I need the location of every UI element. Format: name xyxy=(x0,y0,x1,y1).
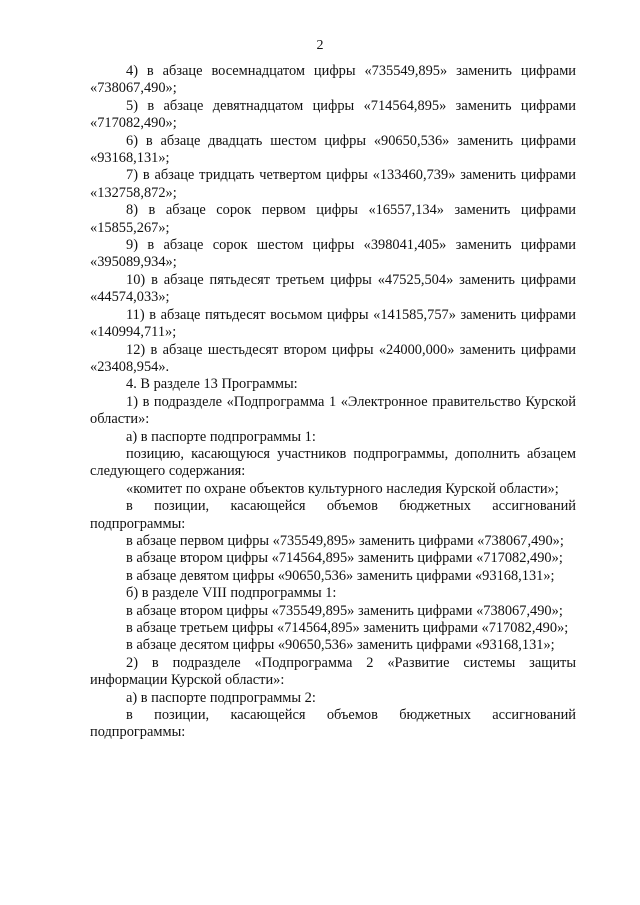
paragraph: а) в паспорте подпрограммы 1: xyxy=(126,428,316,445)
paragraph: 1) в подразделе «Подпрограмма 1 «Электронное правительство Курской области»: xyxy=(90,393,576,428)
paragraph: в абзаце десятом цифры «90650,536» заменить цифрами «93168,131»; xyxy=(126,637,555,654)
paragraph: в абзаце девятом цифры «90650,536» заменить цифрами «93168,131»; xyxy=(126,567,555,584)
paragraph: 4) в абзаце восемнадцатом цифры «735549,895» заменить цифрами «738067,490»; xyxy=(90,63,576,97)
section-heading: 4. В разделе 13 Программы: xyxy=(126,376,298,393)
document-body xyxy=(90,63,576,742)
paragraph: в абзаце втором цифры «714564,895» заменить цифрами «717082,490»; xyxy=(126,550,563,567)
paragraph: «комитет по охране объектов культурного наследия Курской области»; xyxy=(126,480,559,497)
paragraph: в абзаце третьем цифры «714564,895» заменить цифрами «717082,490»; xyxy=(126,620,569,636)
paragraph: 8) в абзаце сорок первом цифры «16557,134» заменить цифрами «15855,267»; xyxy=(90,202,576,236)
paragraph: 7) в абзаце тридцать четвертом цифры «133460,739» заменить цифрами «132758,872»; xyxy=(90,167,576,201)
paragraph: в позиции, касающейся объемов бюджетных ассигнований подпрограммы: xyxy=(90,707,576,741)
paragraph: в абзаце первом цифры «735549,895» заменить цифрами «738067,490»; xyxy=(126,532,564,549)
paragraph: 6) в абзаце двадцать шестом цифры «90650,536» заменить цифрами «93168,131»; xyxy=(90,132,576,167)
paragraph: 5) в абзаце девятнадцатом цифры «714564,895» заменить цифрами «717082,490»; xyxy=(90,97,576,132)
paragraph: а) в паспорте подпрограммы 2: xyxy=(126,689,316,706)
paragraph: 11) в абзаце пятьдесят восьмом цифры «141585,757» заменить цифрами «140994,711»; xyxy=(90,306,576,341)
page-number: 2 xyxy=(316,38,324,53)
paragraph: 12) в абзаце шестьдесят втором цифры «24000,000» заменить цифрами «23408,954». xyxy=(90,341,576,375)
paragraph: позицию, касающуюся участников подпрограммы, дополнить абзацем следующего содержания: xyxy=(90,445,576,480)
paragraph: 10) в абзаце пятьдесят третьем цифры «47525,504» заменить цифрами «44574,033»; xyxy=(90,271,576,306)
paragraph: 2) в подразделе «Подпрограмма 2 «Развитие системы защиты информации Курской области»: xyxy=(90,654,576,689)
paragraph: 9) в абзаце сорок шестом цифры «398041,405» заменить цифрами «395089,934»; xyxy=(90,237,576,271)
paragraph: в позиции, касающейся объемов бюджетных ассигнований подпрограммы: xyxy=(90,498,576,532)
paragraph: б) в разделе VIII подпрограммы 1: xyxy=(126,585,337,602)
paragraph: в абзаце втором цифры «735549,895» заменить цифрами «738067,490»; xyxy=(126,602,563,619)
